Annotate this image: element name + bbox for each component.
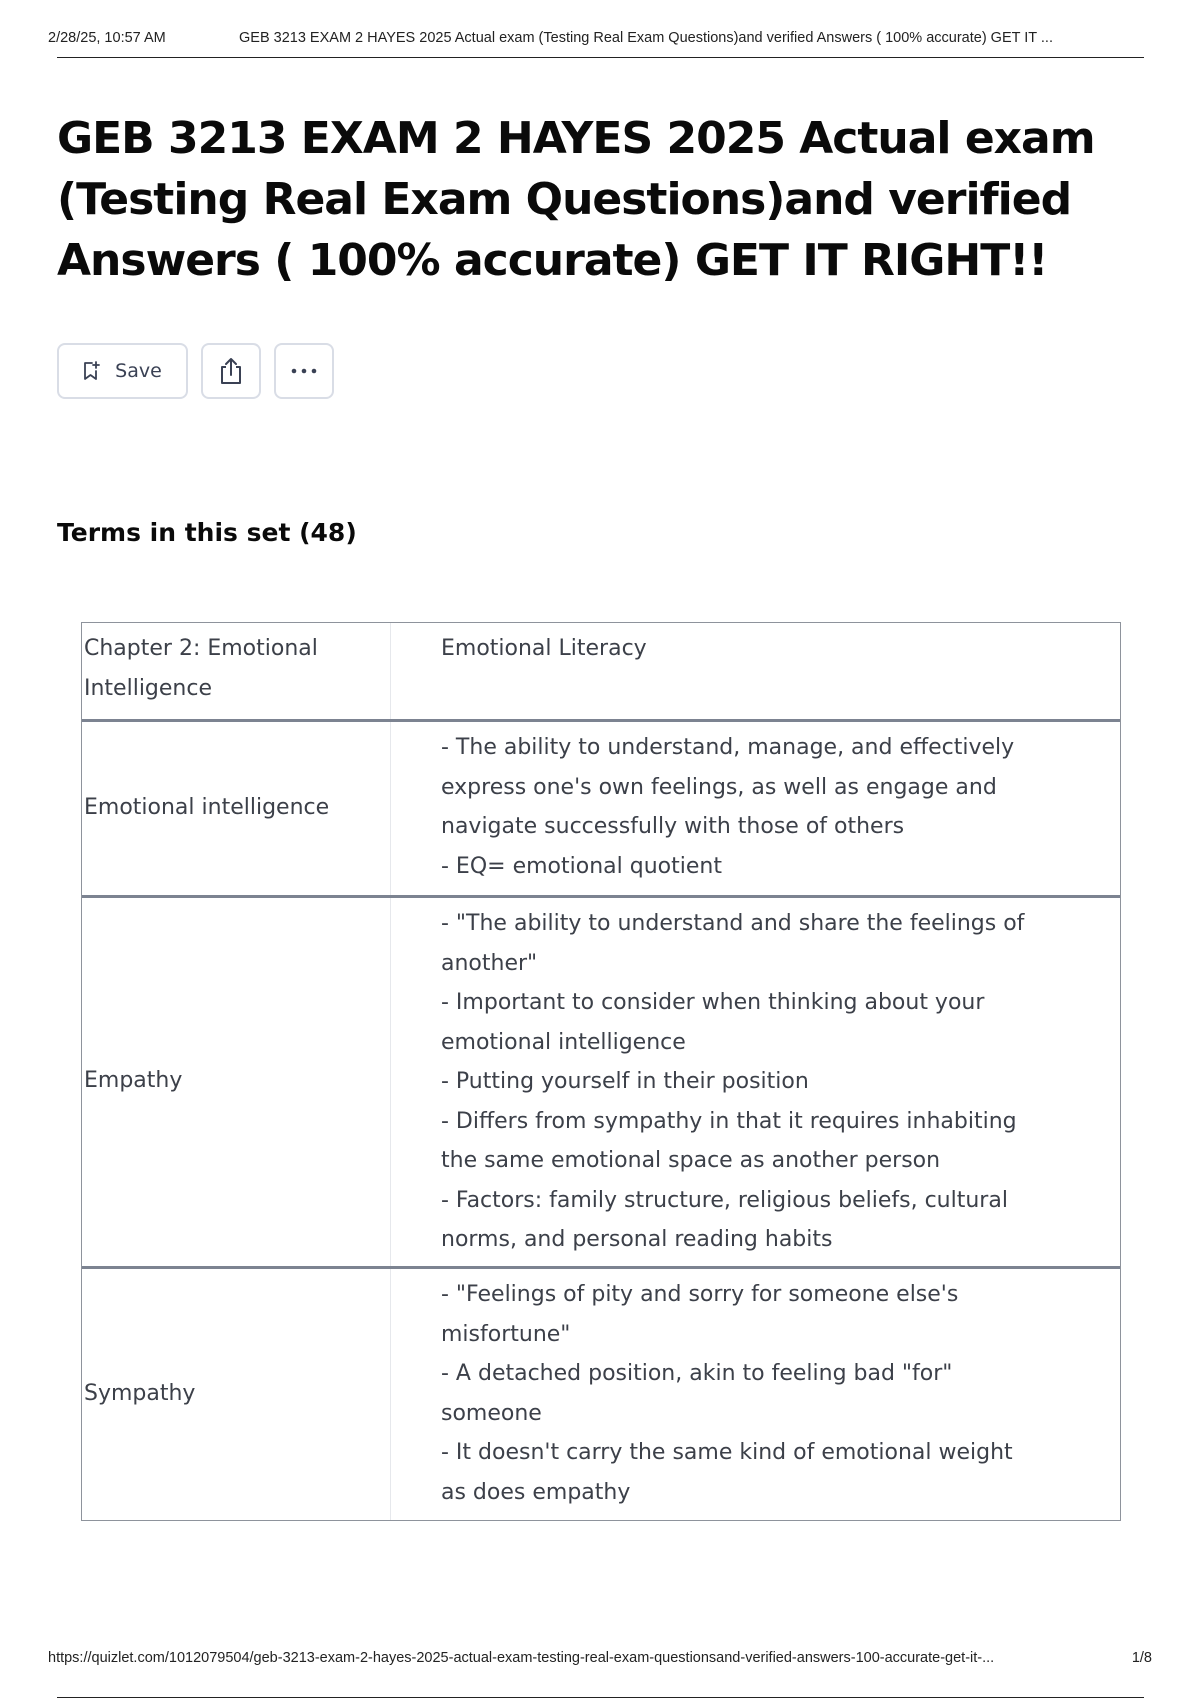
definition-line: - "Feelings of pity and sorry for someone else's bbox=[441, 1282, 959, 1307]
definition-line: emotional intelligence bbox=[441, 1029, 686, 1055]
page-title-line: GEB 3213 EXAM 2 HAYES 2025 Actual exam bbox=[57, 113, 1095, 164]
definition-line: - Putting yourself in their position bbox=[441, 1069, 809, 1094]
bookmark-add-icon bbox=[83, 361, 101, 381]
definition-line: someone bbox=[441, 1400, 542, 1426]
page-title-line: Answers ( 100% accurate) GET IT RIGHT!! bbox=[57, 235, 1048, 286]
definition-line: misfortune" bbox=[441, 1321, 571, 1347]
definition-line: navigate successfully with those of others bbox=[441, 814, 905, 839]
header-divider bbox=[57, 57, 1144, 58]
save-button[interactable] bbox=[57, 343, 188, 399]
more-options-button[interactable] bbox=[274, 343, 334, 399]
definition-line: - Factors: family structure, religious beliefs, cultural bbox=[441, 1187, 1008, 1213]
page-title-line: (Testing Real Exam Questions)and verified bbox=[57, 174, 1072, 225]
definition-line: Emotional Literacy bbox=[441, 636, 647, 661]
definition-line: express one's own feelings, as well as engage and bbox=[441, 774, 997, 800]
definition-line: - "The ability to understand and share the feelings of bbox=[441, 911, 1025, 936]
print-date: 2/28/25, 10:57 AM bbox=[48, 30, 166, 46]
save-button-label: Save bbox=[115, 360, 162, 382]
definition-cell bbox=[391, 1269, 1120, 1520]
share-button[interactable] bbox=[201, 343, 261, 399]
definition-cell bbox=[391, 623, 1120, 719]
term-cell: Chapter 2: Emotional Intelligence bbox=[82, 623, 391, 719]
definition-line: as does empathy bbox=[441, 1479, 631, 1505]
definition-line: norms, and personal reading habits bbox=[441, 1227, 833, 1252]
definition-line: - EQ= emotional quotient bbox=[441, 853, 722, 879]
definition-line: - The ability to understand, manage, and effectively bbox=[441, 735, 1015, 760]
definition-line: another" bbox=[441, 950, 538, 976]
definition-line: - Differs from sympathy in that it requires inhabiting bbox=[441, 1108, 1017, 1134]
definition-cell bbox=[391, 898, 1120, 1266]
definition-cell bbox=[391, 722, 1120, 895]
term-row bbox=[82, 895, 1120, 1266]
term-row bbox=[82, 719, 1120, 895]
definition-line: - Important to consider when thinking about your bbox=[441, 990, 985, 1015]
term-cell: Sympathy bbox=[82, 1269, 391, 1520]
terms-table bbox=[81, 622, 1121, 1521]
term-cell: Empathy bbox=[82, 898, 391, 1266]
footer-divider bbox=[57, 1697, 1144, 1698]
print-url: https://quizlet.com/1012079504/geb-3213-exam-2-hayes-2025-actual-exam-testing-real-exam-questionsand-verified-answers-100-accurate-get-it-... bbox=[48, 1650, 995, 1666]
share-icon bbox=[217, 356, 245, 386]
page-number: 1/8 bbox=[1131, 1650, 1152, 1666]
more-horizontal-icon bbox=[290, 367, 318, 375]
terms-heading: Terms in this set (48) bbox=[57, 518, 357, 547]
term-cell: Emotional intelligence bbox=[82, 722, 391, 895]
term-row bbox=[82, 1266, 1120, 1520]
definition-line: - A detached position, akin to feeling bad "for" bbox=[441, 1361, 953, 1386]
definition-line: the same emotional space as another person bbox=[441, 1148, 941, 1173]
term-row bbox=[82, 623, 1120, 719]
page-title bbox=[57, 108, 1097, 291]
definition-line: - It doesn't carry the same kind of emotional weight bbox=[441, 1440, 1013, 1465]
print-document-title: GEB 3213 EXAM 2 HAYES 2025 Actual exam (Testing Real Exam Questions)and verified Answers ( 100% accurate) GET IT ... bbox=[239, 30, 1053, 46]
